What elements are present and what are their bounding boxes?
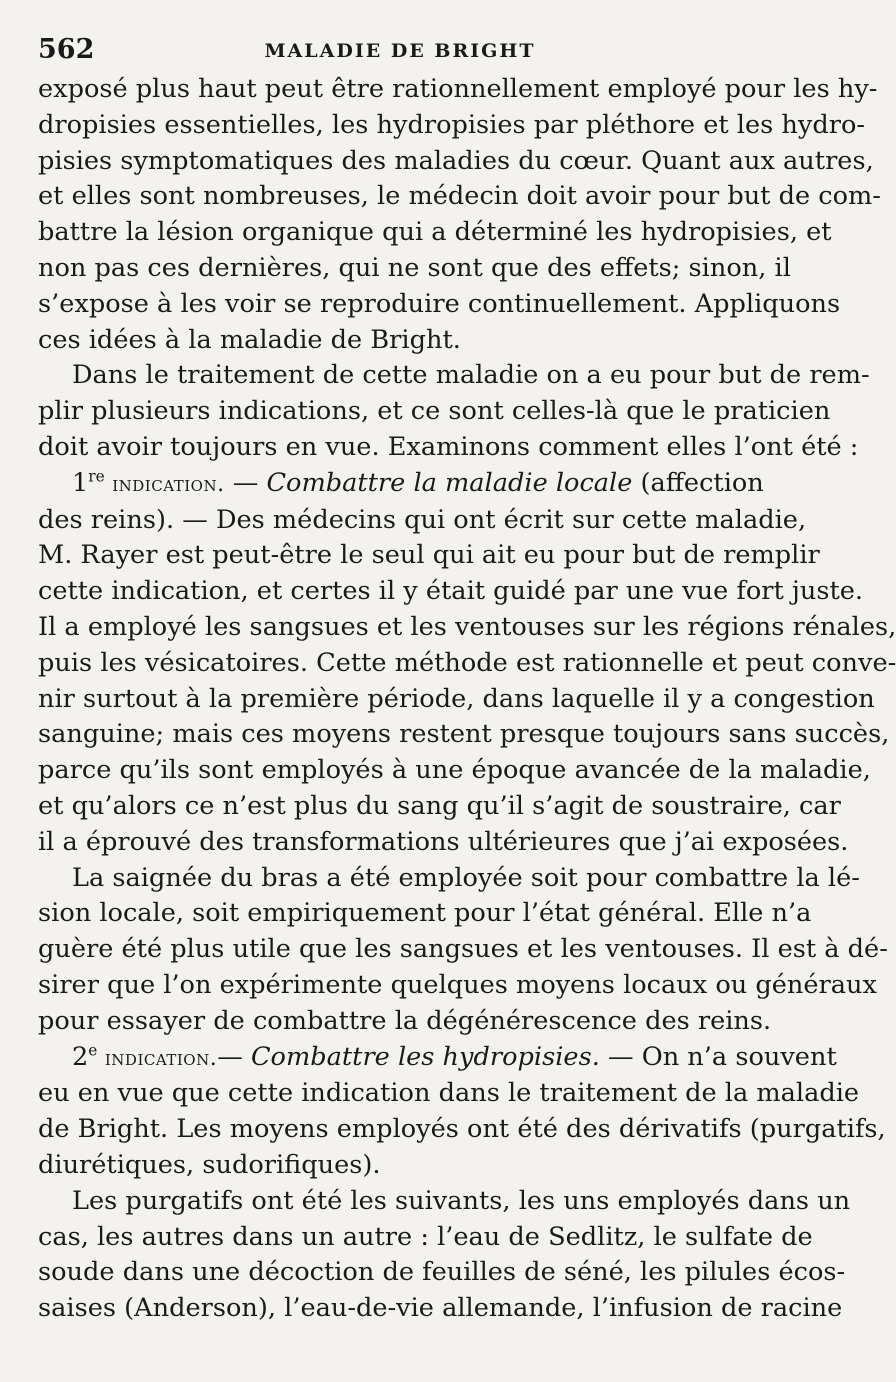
text-line: exposé plus haut peut être rationnellement employé pour les hy- [38, 74, 878, 104]
text-line: soude dans une décoction de feuilles de séné, les pilules écos- [38, 1257, 846, 1288]
text-line: sanguine; mais ces moyens restent presque toujours sans succès, [38, 719, 890, 750]
text-line: doit avoir toujours en vue. Examinons comment elles l’ont été : [38, 431, 859, 462]
text-line: dropisies essentielles, les hydropisies par pléthore et les hydro- [38, 109, 865, 140]
running-head [38, 28, 762, 70]
text-line: s’expose à les voir se reproduire continuellement. Appliquons [38, 288, 841, 319]
indication-title: Combattre la maladie locale [266, 467, 633, 498]
indication-label: indication. [97, 1045, 218, 1071]
indication-number: 2 [72, 1041, 89, 1072]
text-line: pour essayer de combattre la dégénérescence des reins. [38, 1005, 772, 1036]
indication-rest: — On n’a souvent [599, 1041, 837, 1072]
text-line: Dans le traitement de cette maladie on a eu pour but de rem- [72, 360, 870, 391]
text-line: cette indication, et certes il y était guidé par une vue fort juste. [38, 576, 864, 607]
text-line: parce qu’ils sont employés à une époque avancée de la maladie, [38, 755, 871, 786]
text-line: battre la lésion organique qui a déterminé les hydropisies, et [38, 217, 832, 248]
text-line: sion locale, soit empiriquement pour l’état général. Elle n’a [38, 898, 812, 929]
text-line: plir plusieurs indications, et ce sont celles-là que le praticien [38, 396, 831, 427]
text-line: ces idées à la maladie de Bright. [38, 324, 461, 355]
body-text [38, 72, 896, 1327]
indication-ordinal: re [88, 467, 105, 486]
text-line: il a éprouvé des transformations ultérieures que j’ai exposées. [38, 826, 849, 857]
text-line: cas, les autres dans un autre : l’eau de Sedlitz, le sulfate de [38, 1221, 813, 1252]
indication-dash: — [217, 1041, 251, 1072]
indication-heading [38, 1040, 837, 1077]
text-line: Les purgatifs ont été les suivants, les uns employés dans un [72, 1185, 851, 1216]
text-line: M. Rayer est peut-être le seul qui ait eu pour but de remplir [38, 540, 820, 571]
indication-heading [38, 466, 762, 503]
paragraph [38, 1184, 851, 1327]
paragraph [38, 358, 870, 465]
text-line: saises (Anderson), l’eau-de-vie allemande, l’infusion de racine [38, 1293, 843, 1324]
indication-title: Combattre les hydropisies. [250, 1041, 600, 1072]
text-line: eu en vue que cette indication dans le traitement de la maladie [38, 1078, 860, 1109]
paragraph [38, 1040, 886, 1184]
text-line: de Bright. Les moyens employés ont été des dérivatifs (purgatifs, [38, 1114, 886, 1145]
paragraph [38, 72, 881, 358]
indication-number: 1 [72, 467, 89, 498]
text-line: non pas ces dernières, qui ne sont que des effets; sinon, il [38, 252, 791, 283]
indication-rest: (affection [632, 467, 764, 498]
text-line: et qu’alors ce n’est plus du sang qu’il s’agit de soustraire, car [38, 790, 841, 821]
indication-ordinal: e [88, 1040, 98, 1059]
text-line: pisies symptomatiques des maladies du cœur. Quant aux autres, [38, 145, 874, 176]
text-line: guère été plus utile que les sangsues et les ventouses. Il est à dé- [38, 934, 888, 965]
text-line: sirer que l’on expérimente quelques moyens locaux ou généraux [38, 969, 877, 1000]
paragraph [38, 861, 888, 1040]
text-line: puis les vésicatoires. Cette méthode est rationnelle et peut conve- [38, 647, 896, 678]
indication-dash: — [224, 467, 267, 498]
text-line: des reins). — Des médecins qui ont écrit sur cette maladie, [38, 504, 807, 535]
paragraph [38, 466, 896, 861]
page-number: 562 [38, 34, 95, 65]
text-line: La saignée du bras a été employée soit pour combattre la lé- [72, 862, 860, 893]
indication-label: indication. [104, 471, 225, 497]
text-line: Il a employé les sangsues et les ventouses sur les régions rénales, [38, 611, 896, 642]
running-title: MALADIE DE BRIGHT [264, 40, 536, 62]
text-line: diurétiques, sudorifiques). [38, 1149, 381, 1180]
text-line: et elles sont nombreuses, le médecin doit avoir pour but de com- [38, 181, 881, 212]
text-line: nir surtout à la première période, dans laquelle il y a congestion [38, 683, 875, 714]
